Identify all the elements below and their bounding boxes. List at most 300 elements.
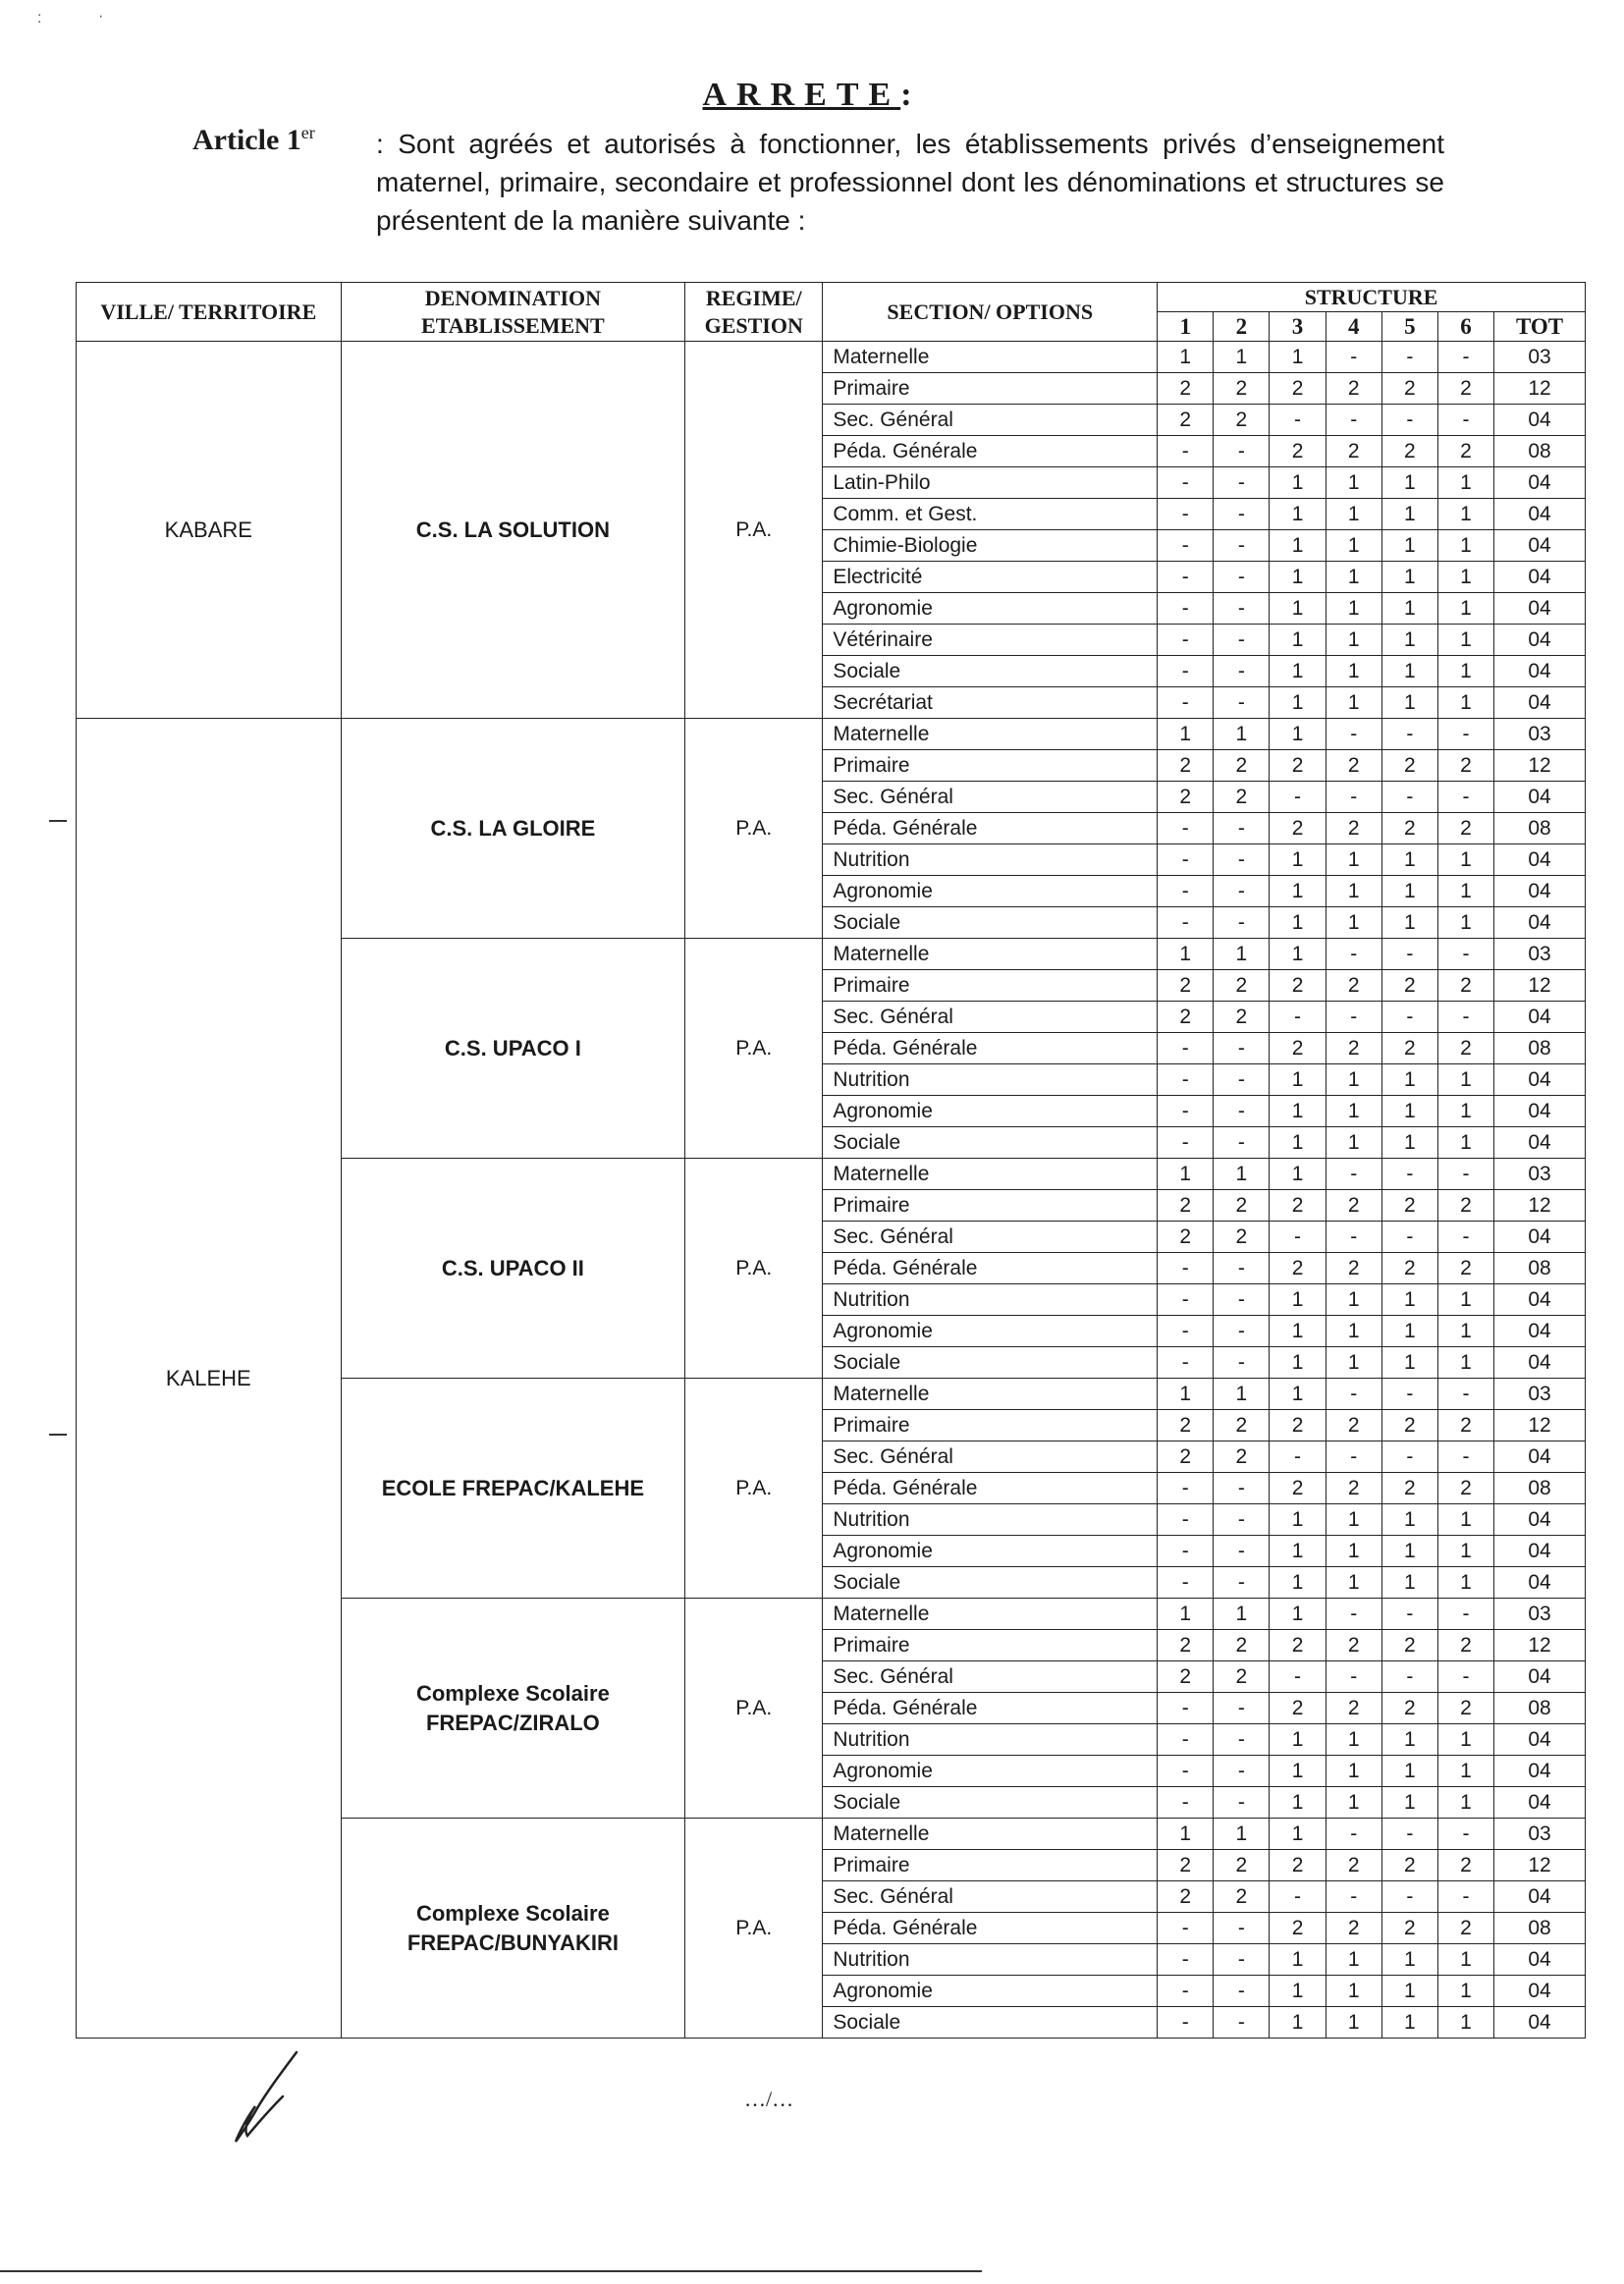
section-cell: Sec. Général — [823, 1002, 1158, 1033]
total-cell: 12 — [1494, 1190, 1586, 1222]
scan-mark: : — [37, 10, 42, 27]
structure-cell-3: 2 — [1270, 1190, 1326, 1222]
section-cell: Agronomie — [823, 1756, 1158, 1787]
structure-cell-4: 1 — [1326, 2007, 1381, 2039]
structure-cell-5: 1 — [1381, 625, 1437, 656]
structure-cell-2: - — [1214, 1033, 1270, 1064]
structure-cell-1: 1 — [1158, 1819, 1214, 1850]
structure-cell-3: 1 — [1270, 625, 1326, 656]
structure-cell-5: 1 — [1381, 1127, 1437, 1159]
structure-cell-5: 1 — [1381, 1787, 1437, 1819]
total-cell: 04 — [1494, 1347, 1586, 1379]
structure-cell-4: 1 — [1326, 1127, 1381, 1159]
structure-cell-3: 1 — [1270, 1347, 1326, 1379]
structure-cell-4: 2 — [1326, 1473, 1381, 1504]
structure-cell-4: - — [1326, 1222, 1381, 1253]
structure-cell-4: 1 — [1326, 593, 1381, 625]
structure-cell-5: 1 — [1381, 1347, 1437, 1379]
structure-cell-1: - — [1158, 1316, 1214, 1347]
total-cell: 04 — [1494, 467, 1586, 499]
structure-cell-6: 1 — [1437, 1976, 1493, 2007]
total-cell: 04 — [1494, 499, 1586, 530]
structure-cell-1: - — [1158, 1976, 1214, 2007]
section-cell: Comm. et Gest. — [823, 499, 1158, 530]
structure-cell-5: 1 — [1381, 499, 1437, 530]
structure-cell-3: 1 — [1270, 530, 1326, 562]
section-cell: Primaire — [823, 1410, 1158, 1441]
total-cell: 12 — [1494, 373, 1586, 405]
structure-cell-3: 1 — [1270, 1096, 1326, 1127]
structure-cell-2: 2 — [1214, 750, 1270, 782]
structure-cell-3: 2 — [1270, 1850, 1326, 1881]
structure-cell-6: 1 — [1437, 1787, 1493, 1819]
total-cell: 03 — [1494, 1379, 1586, 1410]
total-cell: 03 — [1494, 342, 1586, 373]
structure-cell-6: 2 — [1437, 1190, 1493, 1222]
section-cell: Sec. Général — [823, 1881, 1158, 1913]
structure-cell-2: 2 — [1214, 373, 1270, 405]
structure-cell-3: 2 — [1270, 1473, 1326, 1504]
structure-cell-3: 2 — [1270, 1033, 1326, 1064]
total-cell: 03 — [1494, 719, 1586, 750]
total-cell: 04 — [1494, 405, 1586, 436]
structure-cell-1: - — [1158, 687, 1214, 719]
section-cell: Sec. Général — [823, 782, 1158, 813]
structure-cell-5: 1 — [1381, 2007, 1437, 2039]
structure-cell-5: - — [1381, 1599, 1437, 1630]
section-cell: Sociale — [823, 1127, 1158, 1159]
structure-cell-1: - — [1158, 1756, 1214, 1787]
structure-cell-2: 2 — [1214, 1410, 1270, 1441]
section-cell: Maternelle — [823, 1379, 1158, 1410]
structure-cell-2: 1 — [1214, 719, 1270, 750]
structure-cell-5: 1 — [1381, 562, 1437, 593]
regime-cell: P.A. — [685, 1599, 823, 1819]
structure-cell-4: 1 — [1326, 907, 1381, 939]
section-cell: Maternelle — [823, 1819, 1158, 1850]
structure-cell-6: 1 — [1437, 844, 1493, 876]
total-cell: 08 — [1494, 1913, 1586, 1944]
structure-cell-6: 2 — [1437, 373, 1493, 405]
structure-cell-6: 2 — [1437, 436, 1493, 467]
structure-cell-4: 1 — [1326, 1567, 1381, 1599]
structure-cell-5: 2 — [1381, 1850, 1437, 1881]
structure-cell-3: 1 — [1270, 1284, 1326, 1316]
structure-cell-1: - — [1158, 499, 1214, 530]
section-cell: Agronomie — [823, 1316, 1158, 1347]
title-suffix: : — [900, 77, 922, 113]
structure-cell-2: - — [1214, 1347, 1270, 1379]
structure-cell-2: - — [1214, 2007, 1270, 2039]
structure-cell-2: 1 — [1214, 939, 1270, 970]
structure-cell-3: 1 — [1270, 499, 1326, 530]
structure-cell-1: 2 — [1158, 1881, 1214, 1913]
section-cell: Maternelle — [823, 939, 1158, 970]
structure-cell-5: - — [1381, 1441, 1437, 1473]
section-cell: Péda. Générale — [823, 1473, 1158, 1504]
structure-cell-1: 1 — [1158, 1379, 1214, 1410]
section-cell: Sociale — [823, 2007, 1158, 2039]
article-label — [192, 123, 315, 157]
structure-cell-2: 2 — [1214, 782, 1270, 813]
structure-cell-6: 2 — [1437, 970, 1493, 1002]
structure-cell-6: 1 — [1437, 687, 1493, 719]
structure-cell-2: 1 — [1214, 1819, 1270, 1850]
section-cell: Agronomie — [823, 1536, 1158, 1567]
structure-cell-1: - — [1158, 1504, 1214, 1536]
structure-cell-5: - — [1381, 405, 1437, 436]
structure-cell-5: 1 — [1381, 656, 1437, 687]
structure-cell-5: 2 — [1381, 1913, 1437, 1944]
structure-cell-5: 1 — [1381, 687, 1437, 719]
structure-cell-4: 1 — [1326, 1787, 1381, 1819]
structure-cell-3: 1 — [1270, 907, 1326, 939]
structure-cell-5: 1 — [1381, 1504, 1437, 1536]
section-cell: Primaire — [823, 1630, 1158, 1661]
structure-cell-6: - — [1437, 405, 1493, 436]
structure-cell-5: 1 — [1381, 1096, 1437, 1127]
structure-cell-2: - — [1214, 656, 1270, 687]
structure-cell-2: - — [1214, 1253, 1270, 1284]
structure-cell-6: - — [1437, 1441, 1493, 1473]
structure-cell-6: - — [1437, 782, 1493, 813]
structure-cell-4: 2 — [1326, 1190, 1381, 1222]
structure-cell-4: 1 — [1326, 1064, 1381, 1096]
structure-cell-1: 2 — [1158, 1850, 1214, 1881]
structure-cell-1: 2 — [1158, 782, 1214, 813]
total-cell: 04 — [1494, 562, 1586, 593]
structure-cell-2: - — [1214, 1284, 1270, 1316]
structure-cell-4: 1 — [1326, 1976, 1381, 2007]
structure-cell-3: 2 — [1270, 750, 1326, 782]
regime-cell: P.A. — [685, 1379, 823, 1599]
structure-cell-1: - — [1158, 1536, 1214, 1567]
structure-cell-6: 1 — [1437, 467, 1493, 499]
etablissement-name-cell: C.S. LA GLOIRE — [341, 719, 685, 939]
structure-cell-3: 1 — [1270, 562, 1326, 593]
section-cell: Sociale — [823, 1787, 1158, 1819]
structure-cell-2: - — [1214, 1064, 1270, 1096]
structure-cell-1: 2 — [1158, 1222, 1214, 1253]
structure-cell-1: 2 — [1158, 1190, 1214, 1222]
structure-cell-4: 1 — [1326, 876, 1381, 907]
section-cell: Primaire — [823, 970, 1158, 1002]
structure-cell-5: 2 — [1381, 1253, 1437, 1284]
section-cell: Maternelle — [823, 1599, 1158, 1630]
structure-cell-3: - — [1270, 1222, 1326, 1253]
structure-cell-2: - — [1214, 1127, 1270, 1159]
structure-cell-3: 1 — [1270, 1504, 1326, 1536]
total-cell: 04 — [1494, 876, 1586, 907]
structure-cell-5: - — [1381, 939, 1437, 970]
structure-cell-6: 2 — [1437, 1630, 1493, 1661]
structure-cell-5: 2 — [1381, 970, 1437, 1002]
structure-cell-4: 1 — [1326, 844, 1381, 876]
structure-cell-3: 1 — [1270, 1787, 1326, 1819]
structure-cell-2: - — [1214, 1316, 1270, 1347]
structure-cell-3: 1 — [1270, 656, 1326, 687]
structure-cell-3: 1 — [1270, 1599, 1326, 1630]
section-cell: Péda. Générale — [823, 1033, 1158, 1064]
structure-cell-2: - — [1214, 593, 1270, 625]
section-cell: Primaire — [823, 1850, 1158, 1881]
structure-cell-5: - — [1381, 342, 1437, 373]
structure-cell-6: 1 — [1437, 1316, 1493, 1347]
section-cell: Maternelle — [823, 342, 1158, 373]
structure-cell-4: 2 — [1326, 970, 1381, 1002]
structure-cell-5: 1 — [1381, 1567, 1437, 1599]
section-cell: Maternelle — [823, 719, 1158, 750]
structure-cell-4: 1 — [1326, 687, 1381, 719]
structure-cell-6: 1 — [1437, 1944, 1493, 1976]
total-cell: 04 — [1494, 1661, 1586, 1693]
structure-cell-4: 2 — [1326, 1850, 1381, 1881]
header-col-5: 5 — [1381, 312, 1437, 342]
structure-cell-3: 1 — [1270, 719, 1326, 750]
structure-cell-6: - — [1437, 1002, 1493, 1033]
structure-cell-1: - — [1158, 530, 1214, 562]
header-col-6: 6 — [1437, 312, 1493, 342]
structure-cell-4: - — [1326, 1441, 1381, 1473]
total-cell: 04 — [1494, 1567, 1586, 1599]
structure-cell-6: 1 — [1437, 1284, 1493, 1316]
structure-cell-2: - — [1214, 467, 1270, 499]
total-cell: 12 — [1494, 750, 1586, 782]
total-cell: 04 — [1494, 1441, 1586, 1473]
structure-cell-3: 1 — [1270, 687, 1326, 719]
structure-cell-1: - — [1158, 1284, 1214, 1316]
structure-cell-6: 1 — [1437, 1756, 1493, 1787]
structure-cell-1: - — [1158, 1347, 1214, 1379]
section-cell: Sec. Général — [823, 405, 1158, 436]
structure-cell-3: - — [1270, 782, 1326, 813]
total-cell: 04 — [1494, 1002, 1586, 1033]
structure-cell-2: - — [1214, 876, 1270, 907]
structure-cell-5: 1 — [1381, 467, 1437, 499]
structure-cell-1: - — [1158, 1724, 1214, 1756]
ville-cell: KABARE — [77, 342, 342, 719]
total-cell: 03 — [1494, 1599, 1586, 1630]
structure-cell-2: 2 — [1214, 1190, 1270, 1222]
structure-cell-5: 1 — [1381, 844, 1437, 876]
structure-cell-6: 2 — [1437, 1913, 1493, 1944]
margin-mark — [49, 1434, 67, 1436]
section-cell: Sec. Général — [823, 1661, 1158, 1693]
structure-cell-1: 1 — [1158, 719, 1214, 750]
header-col-3: 3 — [1270, 312, 1326, 342]
structure-cell-3: 1 — [1270, 342, 1326, 373]
structure-cell-4: 1 — [1326, 1756, 1381, 1787]
structure-cell-6: - — [1437, 1881, 1493, 1913]
structure-cell-5: 1 — [1381, 593, 1437, 625]
structure-cell-3: - — [1270, 1441, 1326, 1473]
total-cell: 03 — [1494, 939, 1586, 970]
structure-cell-1: 1 — [1158, 939, 1214, 970]
structure-cell-2: - — [1214, 1693, 1270, 1724]
structure-cell-5: 1 — [1381, 1064, 1437, 1096]
regime-cell: P.A. — [685, 1819, 823, 2039]
total-cell: 04 — [1494, 656, 1586, 687]
structure-cell-4: 1 — [1326, 1347, 1381, 1379]
structure-cell-1: 2 — [1158, 373, 1214, 405]
structure-cell-6: 1 — [1437, 1724, 1493, 1756]
etablissement-name-cell: C.S. UPACO II — [341, 1159, 685, 1379]
structure-cell-1: - — [1158, 562, 1214, 593]
structure-cell-1: - — [1158, 1253, 1214, 1284]
structure-cell-3: 2 — [1270, 1693, 1326, 1724]
section-cell: Sociale — [823, 1347, 1158, 1379]
section-cell: Chimie-Biologie — [823, 530, 1158, 562]
structure-cell-2: - — [1214, 1536, 1270, 1567]
structure-cell-2: 1 — [1214, 342, 1270, 373]
structure-cell-4: - — [1326, 1661, 1381, 1693]
total-cell: 04 — [1494, 1787, 1586, 1819]
structure-cell-4: 1 — [1326, 1284, 1381, 1316]
structure-cell-3: 1 — [1270, 467, 1326, 499]
total-cell: 04 — [1494, 530, 1586, 562]
structure-cell-5: - — [1381, 1222, 1437, 1253]
structure-cell-5: 1 — [1381, 1976, 1437, 2007]
regime-cell: P.A. — [685, 719, 823, 939]
structure-cell-4: 1 — [1326, 562, 1381, 593]
total-cell: 04 — [1494, 1756, 1586, 1787]
structure-cell-3: 2 — [1270, 970, 1326, 1002]
structure-cell-5: 1 — [1381, 1316, 1437, 1347]
structure-cell-1: - — [1158, 907, 1214, 939]
structure-cell-4: 2 — [1326, 1913, 1381, 1944]
total-cell: 03 — [1494, 1819, 1586, 1850]
structure-cell-3: 2 — [1270, 1410, 1326, 1441]
etablissement-name-cell: Complexe Scolaire FREPAC/ZIRALO — [341, 1599, 685, 1819]
section-cell: Sec. Général — [823, 1441, 1158, 1473]
structure-cell-2: - — [1214, 436, 1270, 467]
structure-cell-6: - — [1437, 1599, 1493, 1630]
structure-cell-3: - — [1270, 1881, 1326, 1913]
structure-cell-4: 2 — [1326, 813, 1381, 844]
structure-cell-6: 1 — [1437, 625, 1493, 656]
structure-cell-2: 2 — [1214, 1630, 1270, 1661]
total-cell: 08 — [1494, 1693, 1586, 1724]
structure-cell-4: 1 — [1326, 1536, 1381, 1567]
structure-cell-1: - — [1158, 1064, 1214, 1096]
structure-cell-5: - — [1381, 1819, 1437, 1850]
structure-cell-5: 2 — [1381, 373, 1437, 405]
structure-cell-6: 2 — [1437, 750, 1493, 782]
total-cell: 04 — [1494, 1222, 1586, 1253]
structure-cell-4: 2 — [1326, 373, 1381, 405]
structure-cell-6: 2 — [1437, 1410, 1493, 1441]
section-cell: Agronomie — [823, 876, 1158, 907]
section-cell: Vétérinaire — [823, 625, 1158, 656]
total-cell: 04 — [1494, 844, 1586, 876]
structure-cell-4: - — [1326, 782, 1381, 813]
total-cell: 04 — [1494, 1504, 1586, 1536]
structure-cell-5: 1 — [1381, 1536, 1437, 1567]
structure-cell-4: 1 — [1326, 499, 1381, 530]
structure-cell-4: - — [1326, 1819, 1381, 1850]
structure-cell-3: 1 — [1270, 876, 1326, 907]
ville-cell: KALEHE — [77, 719, 342, 2039]
total-cell: 04 — [1494, 1316, 1586, 1347]
structure-cell-4: 1 — [1326, 1504, 1381, 1536]
total-cell: 04 — [1494, 1127, 1586, 1159]
structure-cell-4: 1 — [1326, 1316, 1381, 1347]
structure-cell-3: 1 — [1270, 1379, 1326, 1410]
structure-cell-1: 2 — [1158, 405, 1214, 436]
structure-cell-2: - — [1214, 813, 1270, 844]
total-cell: 08 — [1494, 1253, 1586, 1284]
structure-cell-3: 1 — [1270, 1536, 1326, 1567]
structure-cell-2: 2 — [1214, 1441, 1270, 1473]
signature-mark — [228, 2047, 306, 2146]
structure-cell-3: 1 — [1270, 593, 1326, 625]
structure-cell-5: 2 — [1381, 1033, 1437, 1064]
structure-cell-5: 2 — [1381, 1693, 1437, 1724]
structure-cell-5: - — [1381, 1159, 1437, 1190]
structure-cell-6: - — [1437, 1379, 1493, 1410]
total-cell: 08 — [1494, 813, 1586, 844]
structure-cell-1: - — [1158, 1127, 1214, 1159]
structure-cell-6: 1 — [1437, 593, 1493, 625]
structure-cell-4: 1 — [1326, 656, 1381, 687]
structure-cell-6: - — [1437, 1661, 1493, 1693]
structure-cell-4: 2 — [1326, 1693, 1381, 1724]
structure-cell-3: 1 — [1270, 1159, 1326, 1190]
structure-cell-4: 1 — [1326, 625, 1381, 656]
header-col-2: 2 — [1214, 312, 1270, 342]
section-cell: Primaire — [823, 373, 1158, 405]
section-cell: Péda. Générale — [823, 1693, 1158, 1724]
structure-cell-6: 1 — [1437, 2007, 1493, 2039]
total-cell: 04 — [1494, 1976, 1586, 2007]
total-cell: 04 — [1494, 1944, 1586, 1976]
structure-cell-1: - — [1158, 467, 1214, 499]
structure-cell-2: - — [1214, 499, 1270, 530]
total-cell: 04 — [1494, 687, 1586, 719]
structure-cell-2: 2 — [1214, 405, 1270, 436]
structure-cell-1: - — [1158, 656, 1214, 687]
structure-cell-4: - — [1326, 1599, 1381, 1630]
article-text: : Sont agréés et autorisés à fonctionner, les établissements privés d’enseignement maternel, primaire, secondaire et professionnel dont les dénominations et structures se présentent de la manière suivante : — [376, 129, 1444, 236]
structure-cell-3: 1 — [1270, 1976, 1326, 2007]
structure-cell-2: - — [1214, 687, 1270, 719]
table-row — [77, 342, 1586, 373]
header-col-1: 1 — [1158, 312, 1214, 342]
structure-cell-2: - — [1214, 1976, 1270, 2007]
article-label-text: Article 1 — [192, 124, 301, 156]
structure-cell-3: 1 — [1270, 1316, 1326, 1347]
structure-cell-1: 2 — [1158, 1441, 1214, 1473]
total-cell: 04 — [1494, 593, 1586, 625]
structure-cell-4: 1 — [1326, 1096, 1381, 1127]
structure-cell-3: 2 — [1270, 1253, 1326, 1284]
structure-cell-6: - — [1437, 939, 1493, 970]
structure-cell-4: - — [1326, 719, 1381, 750]
structure-cell-2: - — [1214, 1473, 1270, 1504]
structure-cell-3: - — [1270, 405, 1326, 436]
structure-cell-1: 2 — [1158, 1661, 1214, 1693]
structure-cell-5: 2 — [1381, 1473, 1437, 1504]
table-row — [77, 719, 1586, 750]
section-cell: Latin-Philo — [823, 467, 1158, 499]
total-cell: 04 — [1494, 2007, 1586, 2039]
structure-cell-1: - — [1158, 1913, 1214, 1944]
structure-cell-2: - — [1214, 844, 1270, 876]
structure-cell-3: 1 — [1270, 939, 1326, 970]
structure-cell-1: - — [1158, 1693, 1214, 1724]
structure-cell-2: - — [1214, 1567, 1270, 1599]
section-cell: Primaire — [823, 750, 1158, 782]
